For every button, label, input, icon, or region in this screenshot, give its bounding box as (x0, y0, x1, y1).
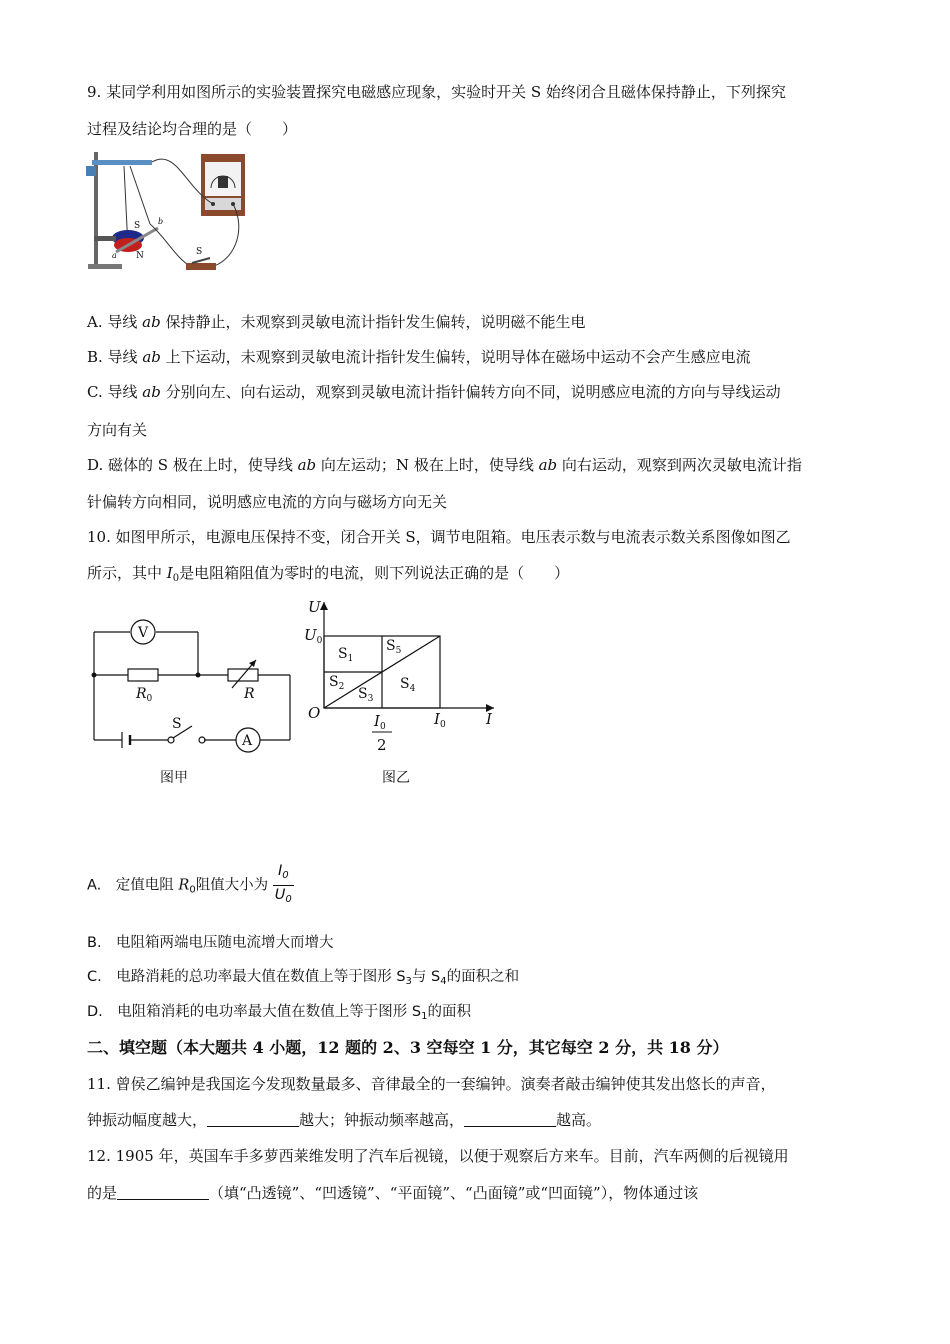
i-axis-label: I (486, 710, 492, 728)
half-i0-numerator: $I_0$ (374, 712, 386, 732)
galvanometer-terminals (205, 198, 241, 210)
q11-line1: 11. 曾侯乙编钟是我国迄今发现数量最多、音律最全的一套编钟。演奏者敲击编钟使其发出悠长的声音， (87, 1075, 776, 1093)
u-i-graph (296, 596, 506, 792)
half-i0-denominator: 2 (377, 736, 387, 754)
switch-label: S (172, 716, 182, 732)
q9-option-b: B. 导线 ab 上下运动，未观察到灵敏电流计指针发生偏转，说明导体在磁场中运动不会产生感应电流 (87, 348, 751, 366)
q10-stem-line2: 所示，其中 $I_0$是电阻箱阻值为零时的电流，则下列说法正确的是（ ） (87, 564, 570, 584)
u-axis-label: U (308, 598, 321, 616)
label-a: a (112, 251, 117, 260)
area-s5-label: $S_5$ (386, 638, 402, 656)
hang-wire-right (130, 166, 150, 224)
q10-option-b: B. 电阻箱两端电压随电流增大而增大 (87, 935, 334, 951)
area-s3-label: $S_3$ (358, 686, 374, 704)
q11-line2: 钟振动幅度越大， 越大；钟振动频率越高， 越高。 (87, 1111, 602, 1129)
resistor-r0 (128, 669, 158, 681)
q10-option-a: A. 定值电阻 $R_0$阻值大小为 $\frac{I_0}{U_0}$ (87, 862, 294, 911)
q9-option-d: D. 磁体的 S 极在上时，使导线 ab 向左运动；N 极在上时，使导线 ab 向右运动，观察到两次灵敏电流计指 (87, 456, 802, 474)
ammeter-label: A (242, 733, 253, 749)
u0-label: $U_0$ (304, 626, 323, 646)
circuit-caption: 图甲 (160, 770, 188, 786)
label-s-pole: S (134, 221, 141, 231)
q11-blank-1[interactable] (207, 1112, 299, 1127)
q12-line1: 12. 1905 年，英国车手多萝西莱维发明了汽车后视镜，以便于观察后方来车。目前，汽车两侧的后视镜用 (87, 1147, 789, 1165)
q9-stem-line2: 过程及结论均合理的是（ ） (87, 120, 298, 138)
r0-label: $R_0$ (136, 686, 153, 704)
u-axis-arrow (320, 602, 328, 610)
switch-base (186, 263, 216, 270)
q9-option-c: C. 导线 ab 分别向左、向右运动，观察到灵敏电流计指针偏转方向不同，说明感应电流的方向与导线运动 (87, 383, 781, 401)
stand-arm (92, 160, 152, 165)
q9-option-a: A. 导线 ab 保持静止，未观察到灵敏电流计指针发生偏转，说明磁不能生电 (87, 313, 586, 331)
q10-stem-line1: 10. 如图甲所示，电源电压保持不变，闭合开关 S，调节电阻箱。电压表示数与电流表示数关系图像如图乙 (87, 528, 791, 546)
dial-center (218, 176, 228, 188)
q11-blank-2[interactable] (464, 1112, 556, 1127)
junction-mid (196, 673, 201, 678)
q9-stem-line1: 9. 某同学利用如图所示的实验装置探究电磁感应现象，实验时开关 S 始终闭合且磁体保持静止，下列探究 (87, 83, 786, 101)
q9-option-c-line2: 方向有关 (87, 421, 148, 439)
area-s4-label: $S_4$ (400, 676, 416, 694)
q9-apparatus-figure (86, 148, 251, 273)
stand-base (88, 264, 122, 269)
junction-left (92, 673, 97, 678)
q12-line2: 的是 （填“凸透镜”、“凹透镜”、“平面镜”、“凸面镜”或“凹面镜”），物体通过该 (87, 1184, 699, 1202)
label-b: b (158, 217, 164, 226)
q9-option-d-line2: 针偏转方向相同，说明感应电流的方向与磁场方向无关 (87, 493, 448, 511)
i0-label: $I_0$ (434, 710, 446, 730)
q12-blank-1[interactable] (117, 1185, 209, 1200)
wire-conductor-switch (150, 224, 190, 266)
clamp (86, 166, 96, 176)
area-s2-label: $S_2$ (329, 674, 345, 692)
r0-fraction: $\frac{I_0}{U_0}$ (274, 863, 292, 905)
r-label: R (244, 686, 255, 702)
rheostat-arrowhead (249, 660, 256, 667)
switch-lever (192, 258, 210, 263)
section-heading-fill-in: 二、填空题（本大题共 4 小题，12 题的 2、3 空每空 1 分，其它每空 2 分，共 18 分） (87, 1038, 729, 1057)
label-switch: S (196, 247, 203, 257)
q10-option-c: C. 电路消耗的总功率最大值在数值上等于图形 $S_3$与 $S_4$的面积之和 (87, 969, 520, 987)
magnet-holder (94, 236, 116, 241)
area-s1-label: $S_1$ (338, 646, 354, 664)
graph-caption: 图乙 (382, 770, 410, 786)
label-n-pole: N (136, 251, 144, 261)
q10-option-d: D. 电阻箱消耗的电功率最大值在数值上等于图形 $S_1$的面积 (87, 1004, 471, 1022)
voltmeter-label: V (138, 625, 149, 641)
origin-label: O (308, 704, 321, 722)
circuit-diagram (86, 612, 301, 792)
